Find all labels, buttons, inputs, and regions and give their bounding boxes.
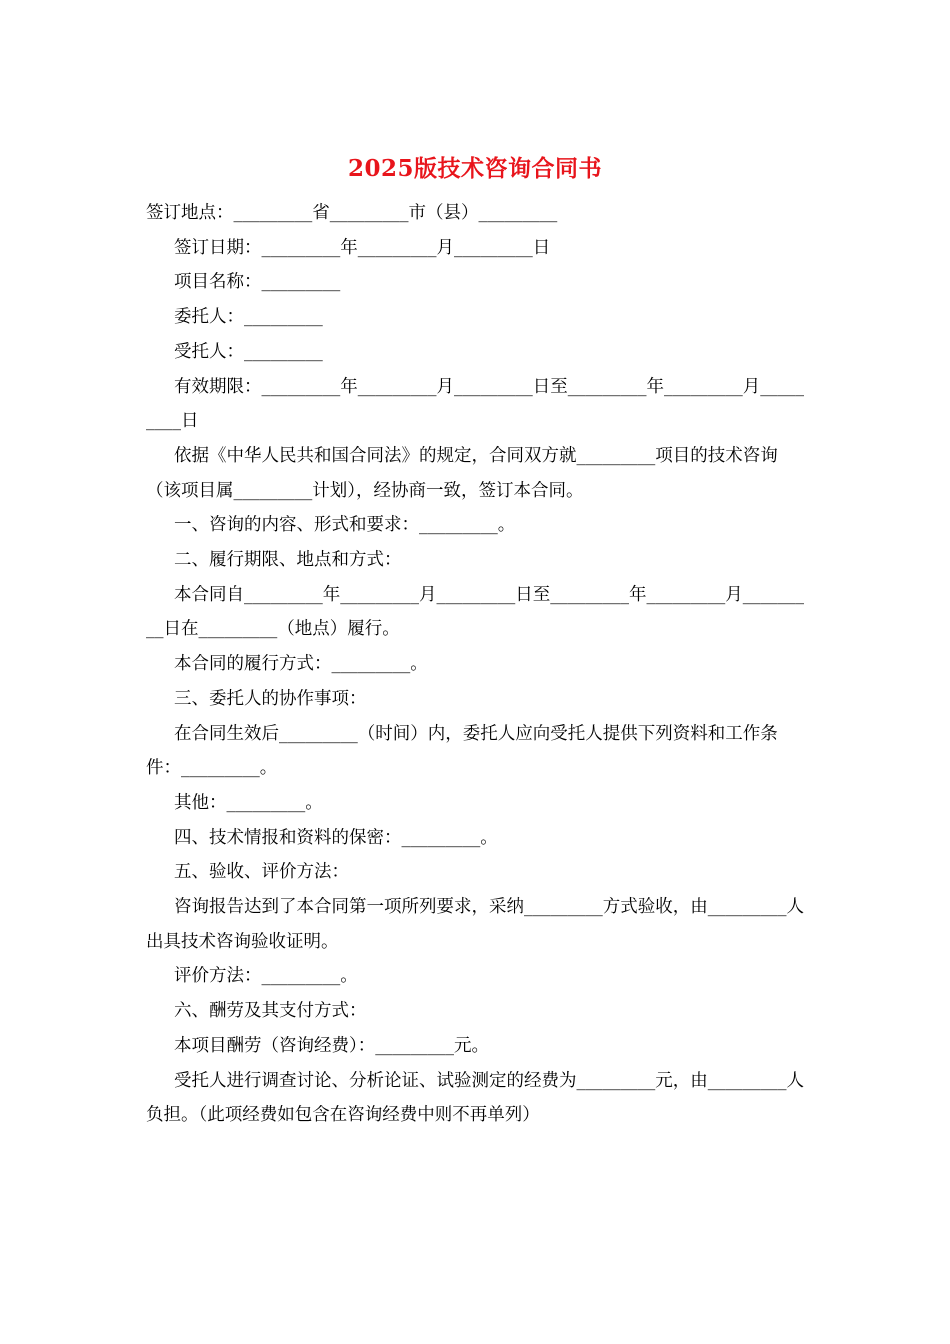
- section-4-confidentiality: 四、技术情报和资料的保密：_________。: [174, 827, 498, 848]
- document-title: 2025版技术咨询合同书: [347, 155, 602, 182]
- document-body: [146, 196, 806, 1133]
- client: 委托人：_________: [174, 307, 323, 328]
- section-2-method: 本合同的履行方式：_________。: [174, 654, 428, 675]
- section-5-evaluation: 评价方法：_________。: [174, 966, 358, 987]
- signing-location: 签订地点：_________省_________市（县）_________: [146, 203, 558, 223]
- section-3-materials: 在合同生效后_________（时间）内，委托人应向受托人提供下列资料和工作条件：_________。: [146, 723, 778, 779]
- section-1-content: 一、咨询的内容、形式和要求：_________。: [174, 515, 516, 536]
- project-name: 项目名称：_________: [174, 272, 341, 293]
- section-3-heading: 三、委托人的协作事项：: [174, 688, 367, 709]
- section-5-heading: 五、验收、评价方法：: [174, 862, 349, 883]
- preamble: 依据《中华人民共和国合同法》的规定，合同双方就_________项目的技术咨询（该项目属_________计划），经协商一致，签订本合同。: [146, 445, 778, 501]
- validity-period: 有效期限：_________年_________月_________日至_________年_________月_________日: [146, 376, 804, 432]
- section-2-heading: 二、履行期限、地点和方式：: [174, 550, 402, 571]
- section-6-heading: 六、酬劳及其支付方式：: [174, 1001, 367, 1022]
- section-6-fee: 本项目酬劳（咨询经费）：_________元。: [174, 1035, 489, 1056]
- section-3-other: 其他：_________。: [174, 792, 323, 813]
- section-5-acceptance: 咨询报告达到了本合同第一项所列要求，采纳_________方式验收，由_________人出具技术咨询验收证明。: [146, 897, 804, 952]
- section-2-period: 本合同自_________年_________月_________日至_________年_________月_________日在_________（地点）履行。: [146, 584, 804, 640]
- section-6-expenses: 受托人进行调查讨论、分析论证、试验测定的经费为_________元，由_________人负担。（此项经费如包含在咨询经费中则不再单列）: [146, 1070, 804, 1126]
- consultant: 受托人：_________: [174, 341, 323, 362]
- signing-date: 签订日期：_________年_________月_________日: [174, 237, 551, 258]
